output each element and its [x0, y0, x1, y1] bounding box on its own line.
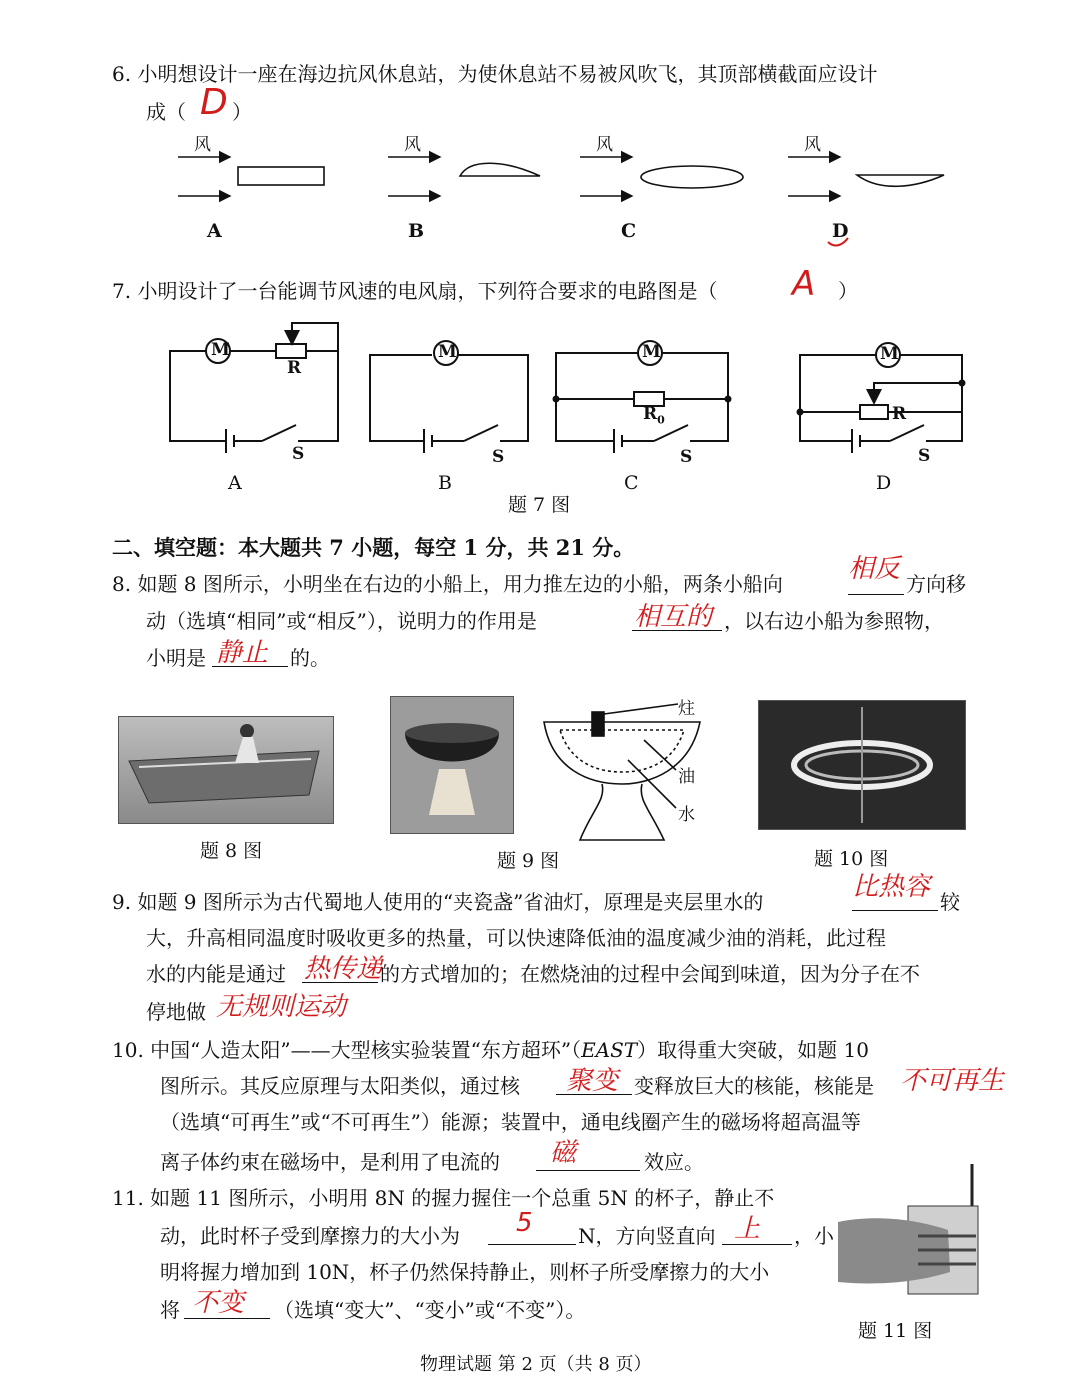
q11-answer-2: 上 [734, 1214, 761, 1244]
switch-label-a: S [292, 444, 305, 464]
q6-line1: 6. 小明想设计一座在海边抗风休息站，为使休息站不易被风吹飞，其顶部横截面应设计 [112, 62, 878, 86]
q10-line1: 10. 中国“人造太阳”——大型核实验装置“东方超环”（EAST）取得重大突破，如题 10 [112, 1038, 869, 1062]
q10-answer-1: 聚变 [566, 1066, 619, 1096]
q9-line3: 水的内能是通过 [146, 962, 286, 986]
fig10-caption: 题 10 图 [814, 848, 889, 870]
shape-b-curve-top [460, 163, 540, 176]
motor-label-d: M [880, 344, 899, 364]
q9-line1b: 较 [940, 890, 960, 914]
q7-option-a: A [228, 472, 242, 494]
shape-a-rectangle [238, 167, 324, 185]
lamp-photo [390, 696, 514, 834]
q10-line4: 离子体约束在磁场中，是利用了电流的 [160, 1150, 500, 1174]
circuit-a [170, 323, 338, 453]
q9-line2: 大，升高相同温度时吸收更多的热量，可以快速降低油的温度减少油的消耗，此过程 [146, 926, 886, 950]
fig9-caption: 题 9 图 [497, 850, 560, 872]
q6-option-b: B [408, 220, 425, 242]
shape-c-ellipse [641, 166, 743, 188]
page-footer: 物理试题 第 2 页（共 8 页） [420, 1354, 652, 1375]
q11-answer-3: 不变 [192, 1288, 245, 1318]
cup-photo [838, 1164, 980, 1298]
q8-line2: 动（选填“相同”或“相反”），说明力的作用是 [146, 609, 537, 633]
wind-label-b: 风 [404, 135, 421, 155]
q6-line2-pre: 成（ [146, 100, 186, 124]
resistor-label-c: $R_0$ [643, 404, 665, 427]
q9-line4: 停地做 [146, 1000, 206, 1024]
q11-line4b: （选填“变大”、“变小”或“不变”）。 [274, 1298, 586, 1322]
q8-line1b: 方向移 [906, 572, 966, 596]
shape-d-curve-bottom [857, 175, 944, 186]
q11-line2b: N，方向竖直向 [578, 1224, 716, 1248]
q8-line1: 8. 如题 8 图所示，小明坐在右边的小船上，用力推左边的小船，两条小船向 [112, 572, 783, 596]
east-photo [758, 700, 966, 830]
q8-answer-3: 静止 [216, 638, 269, 668]
fig11-caption: 题 11 图 [858, 1320, 933, 1342]
motor-label-a: M [211, 340, 230, 360]
fig7-caption: 题 7 图 [508, 494, 571, 516]
q10-answer-2: 不可再生 [900, 1066, 1005, 1096]
switch-label-d: S [918, 446, 931, 466]
motor-label-c: M [642, 342, 661, 362]
wind-diagrams [0, 140, 1080, 260]
resistor-label-a: R [287, 358, 302, 378]
wind-label-c: 风 [596, 135, 613, 155]
q11-line2c: ，小 [794, 1224, 834, 1248]
q10-answer-3: 磁 [550, 1138, 577, 1168]
q7-option-b: B [438, 472, 452, 494]
q6-answer: D [200, 82, 228, 123]
q11-line1: 11. 如题 11 图所示，小明用 8N 的握力握住一个总重 5N 的杯子，静止不 [112, 1186, 775, 1210]
resistor-icon [860, 405, 888, 419]
fig8-caption: 题 8 图 [200, 840, 263, 862]
q9-answer-3: 无规则运动 [216, 992, 347, 1022]
switch-label-c: S [680, 447, 693, 467]
resistor-label-d: R [892, 404, 907, 424]
fig9-label-oil: 油 [678, 767, 695, 787]
switch-label-b: S [492, 447, 505, 467]
q7-answer: A [792, 264, 816, 304]
wind-label-a: 风 [194, 135, 211, 155]
q7-option-d: D [876, 472, 892, 494]
q9-answer-1: 比热容 [852, 872, 931, 902]
section-2-title: 二、填空题：本大题共 7 小题，每空 1 分，共 21 分。 [112, 535, 635, 560]
q7-option-c: C [624, 472, 639, 494]
q10-line2: 图所示。其反应原理与太阳类似，通过核 [160, 1074, 520, 1098]
q7-line-post: ） [838, 279, 858, 303]
q10-line2b: 变释放巨大的核能，核能是 [634, 1074, 874, 1098]
q6-line2-post: ） [232, 100, 252, 124]
q10-line3: （选填“可再生”或“不可再生”）能源；装置中，通电线圈产生的磁场将超高温等 [160, 1110, 861, 1134]
q9-answer-2: 热传递 [304, 954, 383, 984]
lamp-diagram [540, 700, 700, 850]
q8-answer-1: 相反 [848, 554, 901, 584]
fig9-label-wick: 炷 [678, 699, 695, 719]
q6-option-d: D [832, 220, 849, 242]
q8-line3b: 的。 [290, 646, 330, 670]
q10-line4b: 效应。 [644, 1150, 704, 1174]
fig9-label-water: 水 [678, 805, 695, 825]
q8-answer-2: 相互的 [634, 602, 713, 632]
wind-label-d: 风 [804, 135, 821, 155]
boat-photo [118, 716, 334, 824]
q11-line2: 动，此时杯子受到摩擦力的大小为 [160, 1224, 460, 1248]
q7-line: 7. 小明设计了一台能调节风速的电风扇，下列符合要求的电路图是（ [112, 279, 718, 303]
q6-option-a: A [207, 220, 222, 242]
motor-label-b: M [438, 342, 457, 362]
q6-option-c: C [621, 220, 637, 242]
q8-line3: 小明是 [146, 646, 206, 670]
q9-line1: 9. 如题 9 图所示为古代蜀地人使用的“夹瓷盏”省油灯，原理是夹层里水的 [112, 890, 764, 914]
q8-line2b: ，以右边小船为参照物， [724, 609, 944, 633]
q11-line3: 明将握力增加到 10N，杯子仍然保持静止，则杯子所受摩擦力的大小 [160, 1260, 770, 1284]
resistor-icon [276, 344, 306, 358]
q11-answer-1: 5 [516, 1208, 533, 1238]
q9-line3b: 的方式增加的；在燃烧油的过程中会闻到味道，因为分子在不 [380, 962, 920, 986]
q11-line4: 将 [160, 1298, 180, 1322]
